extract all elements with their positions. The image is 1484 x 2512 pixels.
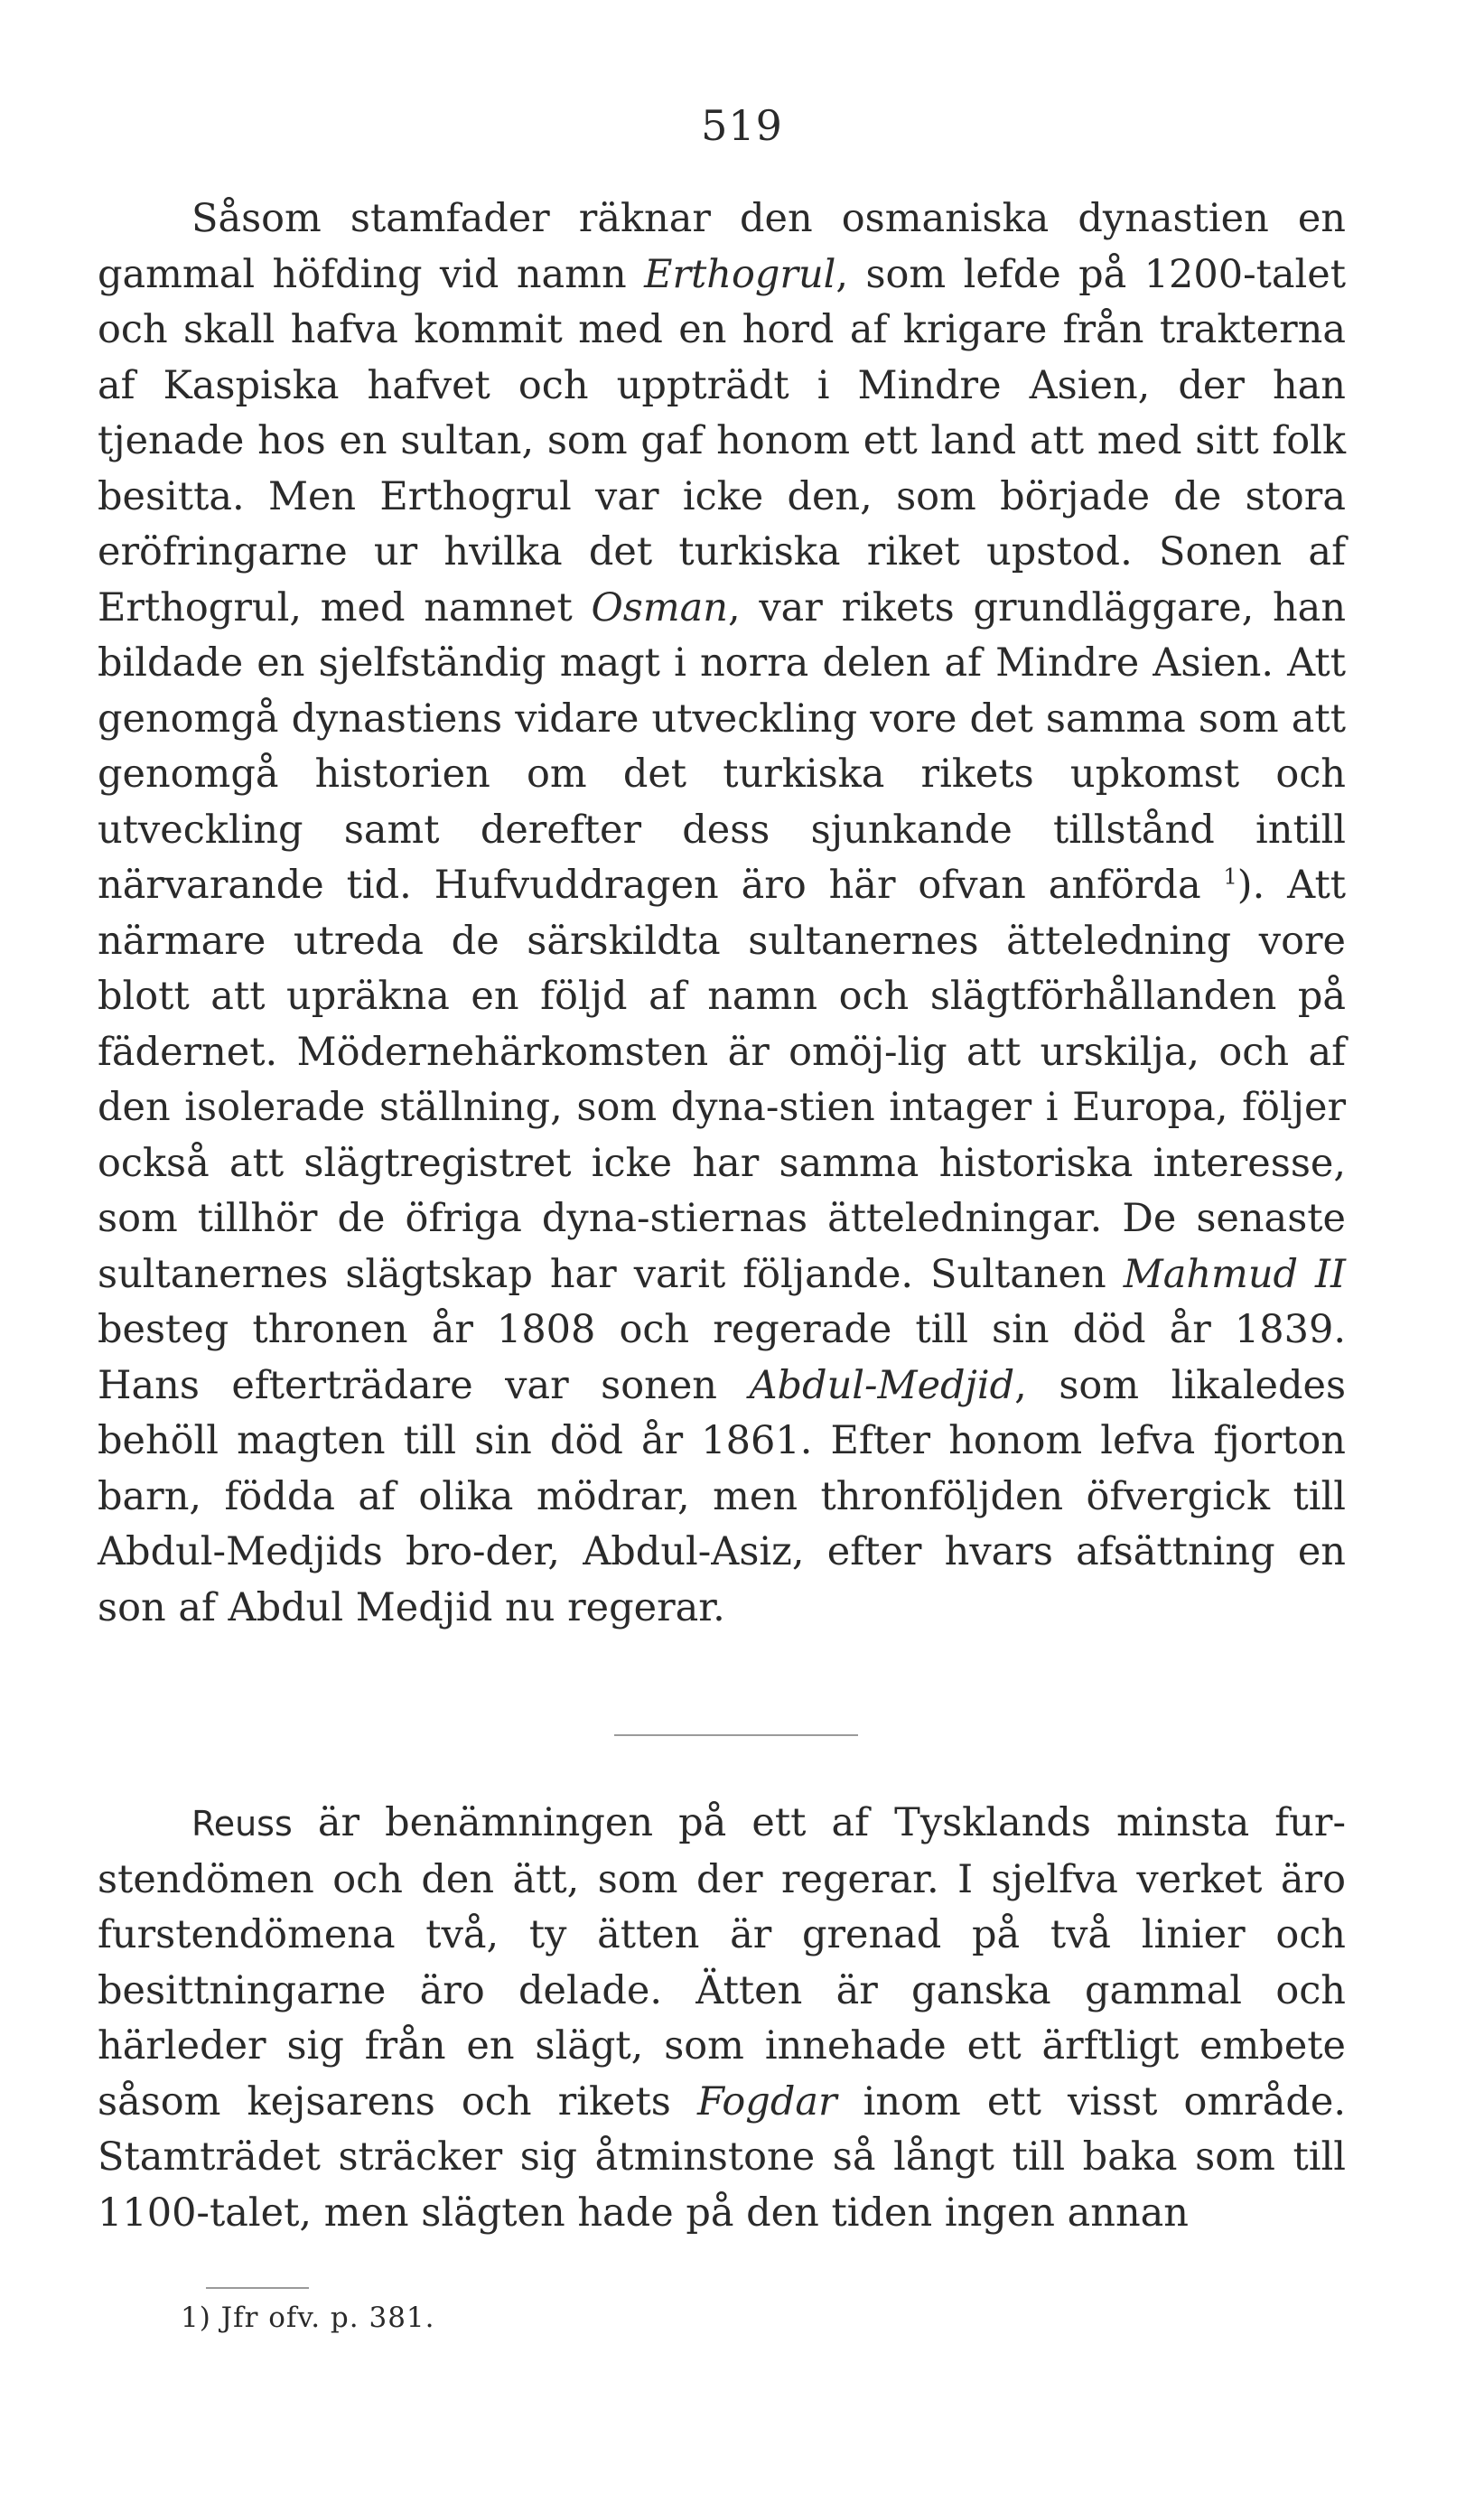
paragraph-text: besteg thronen år 1808 och regerade till sin död år 1839. Hans efterträdare var sonen <box>98 1307 1346 1408</box>
entry-heading-reuss: Reuss <box>191 1804 293 1844</box>
name-abdul-medjid: Abdul-Medjid <box>749 1362 1015 1408</box>
section-divider <box>614 1734 858 1736</box>
paragraph-reuss <box>98 1796 1346 2241</box>
paragraph-text: , som lefde på 1200-talet och skall hafva kommit med en hord af krigare från trakterna af Kaspiska hafvet och uppträdt i Mindre Asien, der han tjenade hos en sultan, som gaf honom ett land att med sitt folk besitta. Men Erthogrul var icke den, som började de stora eröfringarne ur hvilka det turkiska riket upstod. Sonen af Erthogrul, med namnet <box>98 251 1346 630</box>
footnote-divider <box>206 2287 309 2289</box>
paragraph-ottoman-dynasty <box>98 191 1346 1636</box>
paragraph-text: , som likaledes behöll magten till sin död år 1861. Efter honom lefva fjorton barn, födda af olika mödrar, men thronföljden öfvergick till Abdul-Medjids bro-der, Abdul-Asiz, efter hvars afsättning en son af Abdul Medjid nu regerar. <box>98 1362 1347 1630</box>
name-mahmud: Mahmud II <box>1123 1251 1346 1297</box>
paragraph-text: ). Att närmare utreda de särskildta sultanernes ätteledning vore blott att upräkna en följd af namn och slägtförhållanden på fädernet. Mödernehärkomsten är omöj-lig att urskilja, och af den isolerade ställning, som dyna-stien intager i Europa, följer också att slägtregistret icke har samma historiska interesse, som tillhör de öfriga dyna-stiernas ätteledningar. De senaste sultanernes slägtskap har varit följande. Sultanen <box>98 863 1347 1297</box>
name-erthogrul: Erthogrul <box>644 251 836 297</box>
paragraph-text: inom ett visst område. Stamträdet sträcker sig åtminstone så långt till baka som till 1100-talet, men slägten hade på den tiden ingen annan <box>98 2078 1347 2236</box>
paragraph-text: , var rikets grundläggare, han bildade en sjelfständig magt i norra delen af Mindre Asien. Att genomgå dynastiens vidare utveckling vore det samma som att genomgå historien om det turkiska rikets upkomst och utveckling samt derefter dess sjunkande tillstånd intill närvarande tid. Hufvuddragen äro här ofvan anförda <box>98 584 1347 908</box>
footnote: 1) Jfr ofv. p. 381. <box>181 2302 435 2334</box>
term-fogdar: Fogdar <box>696 2078 837 2124</box>
name-osman: Osman <box>591 584 728 630</box>
paragraph-text: är benämningen på ett af Tysklands minsta fur-stendömen och den ätt, som der regerar. I sjelfva verket äro furstendömena två, ty ätten är grenad på två linier och besittningarne äro delade. Ätten är ganska gammal och härleder sig från en slägt, som innehade ett ärftligt embete såsom kejsarens och rikets <box>98 1800 1346 2124</box>
paragraph-text: Såsom stamfader räknar den osmaniska dynastien en gammal höfding vid namn <box>98 196 1346 297</box>
footnote-reference: 1 <box>1223 864 1237 890</box>
page-number: 519 <box>701 101 783 150</box>
